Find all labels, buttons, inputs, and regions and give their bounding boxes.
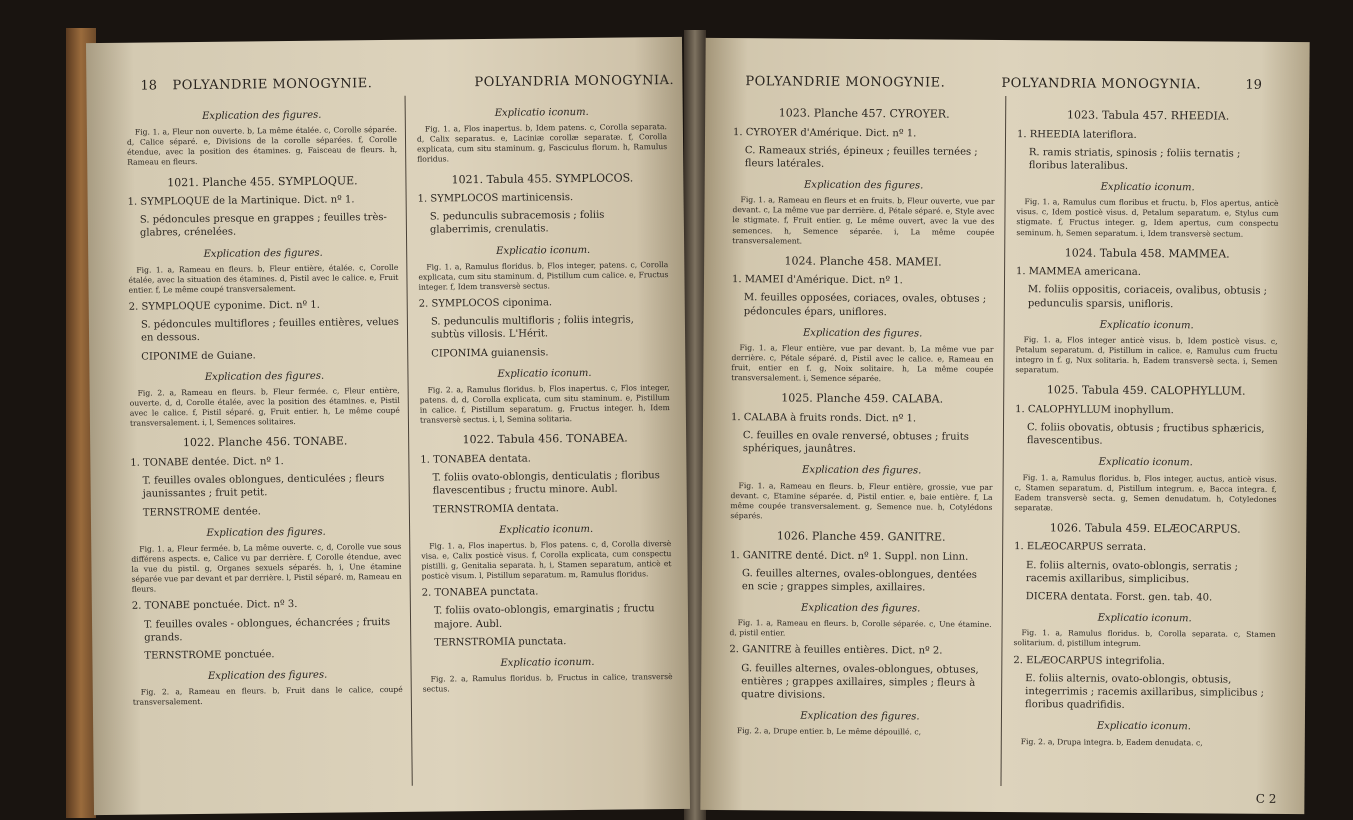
species-description: E. foliis alternis, ovato-oblongis, serratis ; racemis axillaribus, simplicibus. [1025,559,1239,586]
species-description: CIPONIME de Guiane. [141,350,256,363]
species-entry: 1. SYMPLOQUE de la Martinique. Dict. nº 1. [127,194,355,208]
explication-heading: Explicatio iconum. [1098,457,1193,469]
plate-heading: 1026. Planche 459. GANITRE. [776,529,946,544]
figure-explanation: Fig. 2. a, Drupe entier. b, Le même dépouillé. c, [736,726,922,737]
species-description: DICERA dentata. Forst. gen. tab. 40. [1025,591,1213,604]
species-entry: 2. SYMPLOQUE cyponime. Dict. nº 1. [128,299,321,313]
explication-heading: Explicatio iconum. [1096,720,1191,733]
column-rule [405,96,413,786]
signature-mark: C 2 [1255,791,1277,806]
page-number: 19 [1245,77,1262,93]
plate-heading: 1026. Tabula 459. ELÆOCARPUS. [1049,521,1241,536]
species-entry: 1. RHEEDIA lateriflora. [1016,128,1137,141]
figure-explanation: Fig. 1. a, Rameau en fleurs. b, Fleur entière, étalée. c, Corolle étalée, avec la situation des étamines. d, Pistil avec le calice. e, Fruit entier. f, Le même coupé transversalement. [128,262,399,295]
figure-explanation: Fig. 1. a, Fleur entière, vue par devant. b, La même vue par derrière. c, Pétale séparé. d, Pistil avec le calice. e, Rameau en fruit, entier en f. g, Noix solitaire. h, La même coupée transversalement. i, Semence séparée. [731,343,994,384]
species-entry: 2. ELÆOCARPUS integrifolia. [1013,654,1165,667]
plate-heading: 1024. Planche 458. MAMEI. [784,254,942,269]
explication-heading: Explicatio iconum. [1099,319,1194,332]
running-head-fr: POLYANDRIE MONOGYNIE. [745,74,946,91]
species-entry: 1. MAMMEA americana. [1016,266,1141,279]
figure-explanation: Fig. 1. a, Flos integer anticè visus. b, Idem posticè visus. c, Petalum separatum. d, Pistillum in calice. e, Ramulus cum fructu integro in f. g, Nux solitaria. h, Eadem transversè secta. i, Semen separatum. [1015,335,1278,375]
explication-heading: Explication des figures. [803,179,924,192]
running-head-la: POLYANDRIA MONOGYNIA. [474,72,675,91]
species-entry: 2. TONABE ponctuée. Dict. nº 3. [131,599,298,613]
plate-heading: 1025. Planche 459. CALABA. [781,391,944,406]
running-head-fr: POLYANDRIE MONOGYNIE. [172,76,373,94]
figure-explanation: Fig. 2. a, Rameau en fleurs. b, Fruit dans le calice, coupé transversalement. [132,685,403,708]
explication-heading: Explicatio iconum. [1097,612,1192,625]
column-latin [417,97,673,700]
species-description: TERNSTROMIA dentata. [432,502,559,516]
figure-explanation: Fig. 2. a, Drupa integra. b, Eadem denudata. c, [1020,736,1203,747]
species-entry: 1. CALOPHYLLUM inophyllum. [1015,403,1174,416]
species-entry: 2. SYMPLOCOS ciponima. [418,297,553,310]
species-description: T. feuilles ovales - oblongues, échancrées ; fruits grands. [144,616,391,644]
figure-explanation: Fig. 1. a, Flos inapertus. b, Flos patens. c, d, Corolla diversè visa. e, Calix posticè visus. f, Corolla explicata, cum conspectu pistilli. g, Genitalia separata. h, i, Stamen separatum, anticè et posticè visum. l, Pistillum separatum. m, Ramulus floridus. [421,538,672,581]
figure-explanation: Fig. 1. a, Flos inapertus. b, Idem patens. c, Corolla separata. d, Calix separatus. e, Laciniæ corollæ separatæ. f, Corolla explicata, cum situ staminum. g, Fasciculus florum. h, Ramulus floridus. [416,122,668,165]
species-entry: 1. TONABEA dentata. [420,453,531,466]
species-description: CIPONIMA guianensis. [431,346,549,360]
species-entry: 1. SYMPLOCOS martinicensis. [417,192,574,205]
species-description: TERNSTROME ponctuée. [144,649,275,662]
plate-heading: 1022. Planche 456. TONABE. [182,434,348,450]
figure-explanation: Fig. 2. a, Ramulus floridus. b, Flos inapertus. c, Flos integer, patens. d, d, Corolla explicata, cum situ staminum. e, Pistillum in calice. f, Pistillum separatum. g, Fructus integer. h, Idem transversè sectus. i, l, Semina solitaria. [419,383,670,425]
species-entry: 1. CYROYER d'Amérique. Dict. nº 1. [733,126,917,139]
figure-explanation: Fig. 1. a, Fleur fermée. b, La même ouverte. c, d, Corolle vue sous différens aspects. e, Calice vu par derrière. f, Corolle étendue, avec la vue du pistil. g, Organes sexuels séparés. h, i, Une étamine séparée vue par devant et par derrière. l, Pistil séparé. m, Rameau en fleurs. [131,541,402,594]
explication-heading: Explicatio iconum. [497,367,592,380]
explication-heading: Explication des figures. [800,710,920,723]
left-page [86,37,690,815]
species-description: G. feuilles alternes, ovales-oblongues, dentées en scie ; grappes simples, axillaires. [741,567,977,594]
figure-explanation: Fig. 1. a, Ramulus floridus. b, Corolla separata. c, Stamen solitarium. d, pistillum integrum. [1013,628,1276,649]
running-head-la: POLYANDRIA MONOGYNIA. [1001,75,1202,93]
figure-explanation: Fig. 1. a, Rameau en fleurs. b, Fleur entière, grossie, vue par devant. c, Etamine séparée. d, Pistil entier. e, baie entière. f, La même coupée transversalement. g, Semence nue. h, Cotylédons séparés. [730,480,993,521]
explication-heading: Explication des figures. [206,526,326,539]
species-description: C. feuilles en ovale renversé, obtuses ; fruits sphériques, jaunâtres. [742,430,969,456]
species-entry: 1. MAMEI d'Amérique. Dict. nº 1. [731,274,903,287]
species-description: E. foliis alternis, ovato-oblongis, obtusis, integerrimis ; racemis axillaribus, simplicibus ; floribus quadrifidis. [1025,672,1265,711]
species-description: C. Rameaux striés, épineux ; feuilles ternées ; fleurs latérales. [744,144,978,170]
explication-heading: Explicatio iconum. [498,523,594,536]
figure-explanation: Fig. 1. a, Ramulus floridus. b, Flos integer, patens. c, Corolla explicata, cum situ staminum. d, Pistillum cum calice. e, Fructus integer. f, Idem transversè sectus. [418,259,669,292]
species-entry: 1. TONABE dentée. Dict. nº 1. [130,456,284,469]
column-french [127,100,403,713]
right-page [700,38,1309,814]
species-description: T. foliis ovato-oblongis, denticulatis ; floribus flavescentibus ; fructu minore. Aubl. [432,470,660,497]
column-rule [1000,96,1006,786]
explication-heading: Explicatio iconum. [500,656,595,669]
figure-explanation: Fig. 1. a, Fleur non ouverte. b, La même étalée. c, Corolle séparée. d, Calice séparé. e, Divisions de la corolle séparées. f, Corolle étendue, avec la position des étamines. g, Faisceau de fleurs. h, Rameau en fleurs. [126,125,398,168]
species-description: S. pédoncules presque en grappes ; feuilles très-glabres, crénelées. [139,212,387,240]
plate-heading: 1021. Tabula 455. SYMPLOCOS. [451,170,634,186]
explication-heading: Explication des figures. [207,669,328,682]
species-entry: 1. ELÆOCARPUS serrata. [1014,541,1147,554]
figure-explanation: Fig. 2. a, Rameau en fleurs. b, Fleur fermée. c, Fleur entière, ouverte. d, d, Corolle étalée, avec la position des étamines. e, Pistil avec le calice. f, Pistil séparé. g, Fruit entier. h, Le même coupé transversalement. i, l, Semences solitaires. [129,385,400,429]
column-french [729,98,995,743]
column-latin [1013,100,1280,753]
explication-heading: Explication des figures. [203,247,323,260]
figure-explanation: Fig. 1. a, Ramulus floridus. b, Flos integer, auctus, anticè visus. c, Stamen separatum. d, Pistillum integrum. e, Bacca integra. f, Eadem transversè secta. g, Semen denudatum. h, Cotyledones separatæ. [1014,472,1277,513]
explication-heading: Explication des figures. [801,465,922,477]
species-entry: 2. GANITRE à feuilles entières. Dict. nº 2. [729,644,943,658]
species-description: TERNSTROME dentée. [142,505,261,519]
plate-heading: 1024. Tabula 458. MAMMEA. [1064,246,1230,261]
species-description: S. pedunculis multifloris ; foliis integris, subtùs villosis. L'Hérit. [430,314,634,342]
species-description: M. feuilles opposées, coriaces, ovales, obtuses ; pédoncules épars, uniflores. [743,292,987,318]
explication-heading: Explicatio iconum. [496,244,591,257]
plate-heading: 1025. Tabula 459. CALOPHYLLUM. [1046,383,1246,398]
species-description: T. foliis ovato-oblongis, emarginatis ; fructu majore. Aubl. [433,603,655,631]
explication-heading: Explication des figures. [801,602,921,615]
species-description: C. foliis obovatis, obtusis ; fructibus sphæricis, flavescentibus. [1026,422,1265,447]
species-description: M. foliis oppositis, coriaceis, ovalibus, obtusis ; pedunculis sparsis, unifloris. [1027,284,1268,310]
plate-heading: 1023. Tabula 457. RHEEDIA. [1066,108,1230,123]
species-entry: 2. TONABEA punctata. [421,586,539,599]
species-description: T. feuilles ovales oblongues, denticulées ; fleurs jaunissantes ; fruit petit. [142,473,385,500]
figure-explanation: Fig. 1. a, Rameau en fleurs. b, Corolle séparée. c, Une étamine. d, pistil entier. [729,618,992,638]
species-entry: 1. CALABA à fruits ronds. Dict. nº 1. [731,411,917,425]
plate-heading: 1021. Planche 455. SYMPLOQUE. [167,173,358,189]
species-description: S. pédoncules multiflores ; feuilles entières, velues en dessous. [140,317,399,345]
explication-heading: Explicatio iconum. [1100,181,1195,194]
figure-explanation: Fig. 1. a, Rameau en fleurs et en fruits. b, Fleur ouverte, vue par devant. c, La même vue par derrière. d, Pétale séparé. e, Style avec le stigmate. f, Fruit entier. g, Le même ouvert, avec la vue des semences. h, Semence séparée. i, La même coupée transversalement. [732,195,995,246]
page-number: 18 [140,78,158,94]
species-description: TERNSTROMIA punctata. [434,635,567,649]
plate-heading: 1023. Planche 457. CYROYER. [778,106,950,121]
species-description: G. feuilles alternes, ovales-oblongues, obtuses, entières ; grappes axillaires, simples ; fleurs à quatre divisions. [741,662,979,701]
species-description: S. pedunculis subracemosis ; foliis glaberrimis, crenulatis. [429,209,605,237]
explication-heading: Explication des figures. [802,327,923,340]
species-entry: 1. GANITRE denté. Dict. nº 1. Suppl. non Linn. [730,549,969,563]
explication-heading: Explicatio iconum. [494,106,589,119]
plate-heading: 1022. Tabula 456. TONABEA. [462,431,628,447]
explication-heading: Explication des figures. [204,370,325,383]
explication-heading: Explication des figures. [202,109,322,122]
species-description: R. ramis striatis, spinosis ; foliis ternatis ; floribus lateralibus. [1028,146,1241,172]
figure-explanation: Fig. 2. a, Ramulus floridus. b, Fructus in calice, transversè sectus. [422,672,673,694]
figure-explanation: Fig. 1. a, Ramulus cum floribus et fructu. b, Flos apertus, anticè visus. c, Idem posticè visus. d, Petalum separatum. e, Stylus cum stigmate. f, Fructus integer. g, Idem apertus, cum conspectu seminum. h, Semen separatum. i, Idem transversè sectum. [1016,197,1279,239]
